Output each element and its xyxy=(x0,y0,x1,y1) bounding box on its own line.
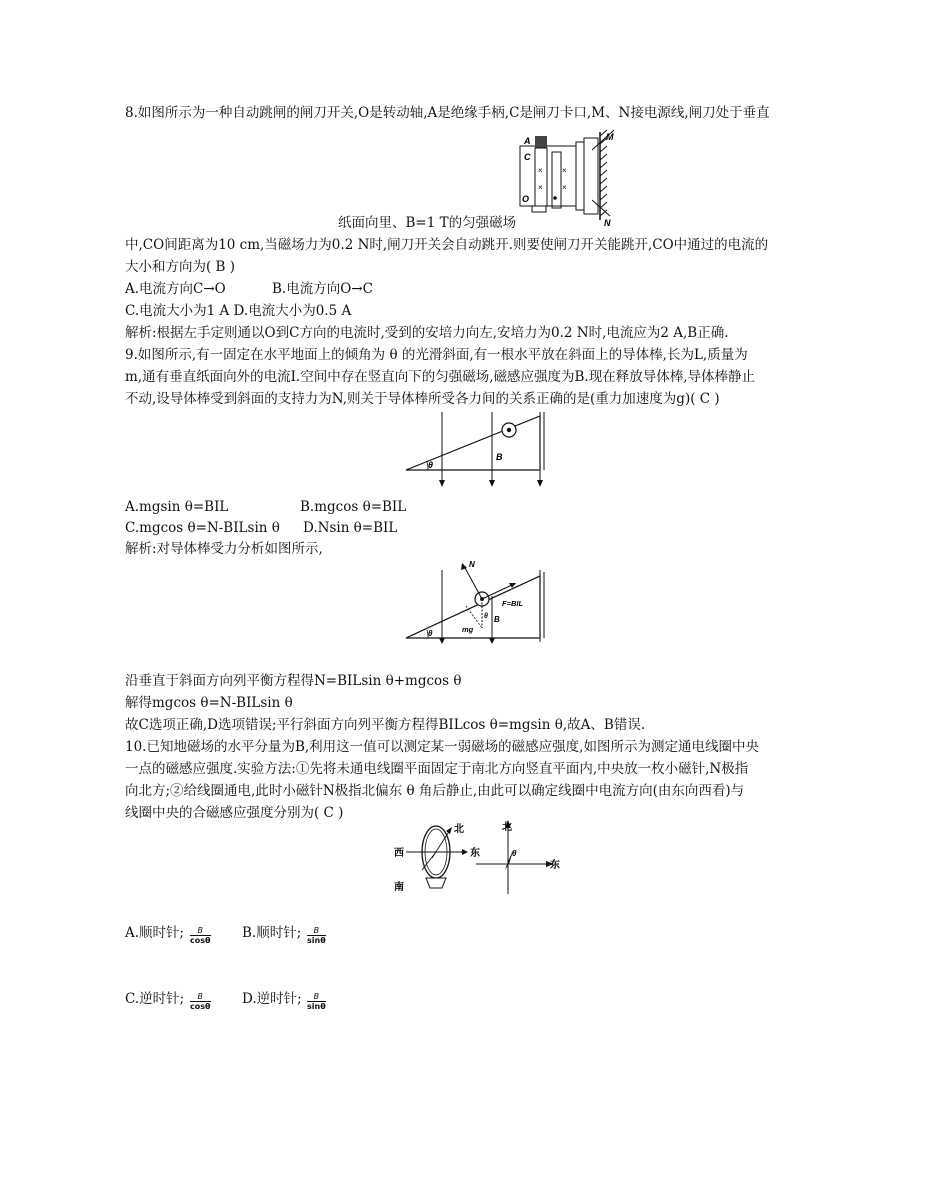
force-diagram xyxy=(404,556,552,644)
label-theta: θ xyxy=(428,629,433,638)
q10-stem-line4: 线圈中央的合磁感应强度分别为( C ) xyxy=(125,805,344,821)
q8-option-cd: C.电流大小为1 A D.电流大小为0.5 A xyxy=(125,303,352,319)
q10-option-c-fraction: B cosθ xyxy=(190,992,211,1011)
label-west: 西 xyxy=(394,848,404,859)
q10-compass-figure xyxy=(474,818,566,898)
label-east: 东 xyxy=(550,860,560,871)
label-B: B xyxy=(496,452,503,462)
q9-analysis-intro: 解析:对导体棒受力分析如图所示, xyxy=(125,541,323,557)
label-north: 北 xyxy=(502,822,512,833)
field-x-mark: × xyxy=(538,166,543,175)
label-N: N xyxy=(604,218,611,228)
q8-option-a: A.电流方向C→O xyxy=(125,281,226,297)
label-theta: θ xyxy=(484,613,488,620)
q8-caption: 纸面向里、B=1 T的匀强磁场 xyxy=(338,215,517,231)
q9-option-a: A.mgsin θ=BIL xyxy=(125,499,229,515)
incline-diagram xyxy=(404,410,552,490)
label-mg: mg xyxy=(462,625,474,634)
q8-stem-line2: 中,CO间距离为10 cm,当磁场力为0.2 N时,闸刀开关会自动跳开.则要使闸刀开关能跳开,CO中通过的电流的 xyxy=(125,237,769,253)
q10-stem-line1: 10.已知地磁场的水平分量为B,利用这一值可以测定某一弱磁场的磁感应强度,如图所示为测定通电线圈中央 xyxy=(125,739,759,755)
q9-option-c: C.mgcos θ=N-BILsin θ xyxy=(125,520,280,536)
q10-option-b-fraction: B sinθ xyxy=(307,926,326,945)
q10-coil-figure xyxy=(392,818,480,898)
q9-stem-line3: 不动,设导体棒受到斜面的支持力为N,则关于导体棒所受各力间的关系正确的是(重力加速度为g)( C ) xyxy=(125,391,720,407)
label-N: N xyxy=(469,560,475,569)
field-x-mark: × xyxy=(562,166,567,175)
coil-diagram xyxy=(392,818,480,898)
label-south: 南 xyxy=(394,882,404,893)
q8-option-b: B.电流方向O→C xyxy=(272,281,373,297)
q9-equation-1: 沿垂直于斜面方向列平衡方程得N=BILsin θ+mgcos θ xyxy=(125,673,462,689)
q9-stem-line1: 9.如图所示,有一固定在水平地面上的倾角为 θ 的光滑斜面,有一根水平放在斜面上的导体棒,长为L,质量为 xyxy=(125,347,748,363)
q10-stem-line2: 一点的磁感应强度.实验方法:①先将未通电线圈平面固定于南北方向竖直平面内,中央放一枚小磁针,N极指 xyxy=(125,761,749,777)
label-theta: θ xyxy=(512,849,517,858)
q10-option-d: D.逆时针; xyxy=(242,991,302,1007)
q10-option-c: C.逆时针; xyxy=(125,991,185,1007)
q10-option-a-fraction: B cosθ xyxy=(190,926,211,945)
q9-option-b: B.mgcos θ=BIL xyxy=(300,499,407,515)
q10-option-b: B.顺时针; xyxy=(242,925,302,941)
q9-incline-figure xyxy=(404,410,552,490)
q8-switch-figure xyxy=(518,128,618,228)
compass-axes-diagram xyxy=(474,818,566,898)
knife-switch-diagram xyxy=(518,128,618,228)
q9-equation-2: 解得mgcos θ=N-BILsin θ xyxy=(125,695,293,711)
label-A: A xyxy=(524,136,531,146)
q8-stem-line1: 8.如图所示为一种自动跳闸的闸刀开关,O是转动轴,A是绝缘手柄,C是闸刀卡口,M、N接电源线,闸刀处于垂直 xyxy=(125,105,770,121)
label-theta: θ xyxy=(428,460,434,470)
label-force-F: F=BIL xyxy=(502,599,524,608)
q9-force-figure xyxy=(404,556,552,644)
q9-option-d: D.Nsin θ=BIL xyxy=(303,520,398,536)
field-x-mark: × xyxy=(562,183,567,192)
q10-option-d-fraction: B sinθ xyxy=(307,992,326,1011)
q10-stem-line3: 向北方;②给线圈通电,此时小磁针N极指北偏东 θ 角后静止,由此可以确定线圈中电流方向(由东向西看)与 xyxy=(125,783,745,799)
label-east: 东 xyxy=(470,848,480,859)
q8-stem-line3: 大小和方向为( B ) xyxy=(125,259,236,275)
label-north: 北 xyxy=(454,824,464,835)
field-x-mark: × xyxy=(538,183,543,192)
label-O: O xyxy=(522,194,530,204)
q8-analysis: 解析:根据左手定则通以O到C方向的电流时,受到的安培力向左,安培力为0.2 N时,电流应为2 A,B正确. xyxy=(125,325,729,341)
label-B: B xyxy=(494,615,500,624)
label-M: M xyxy=(606,132,614,142)
q10-option-a: A.顺时针; xyxy=(125,925,185,941)
label-C: C xyxy=(524,152,531,162)
q9-stem-line2: m,通有垂直纸面向外的电流I.空间中存在竖直向下的匀强磁场,磁感应强度为B.现在释放导体棒,导体棒静止 xyxy=(125,369,756,385)
q9-conclusion: 故C选项正确,D选项错误;平行斜面方向列平衡方程得BILcos θ=mgsin θ,故A、B错误. xyxy=(125,717,646,733)
